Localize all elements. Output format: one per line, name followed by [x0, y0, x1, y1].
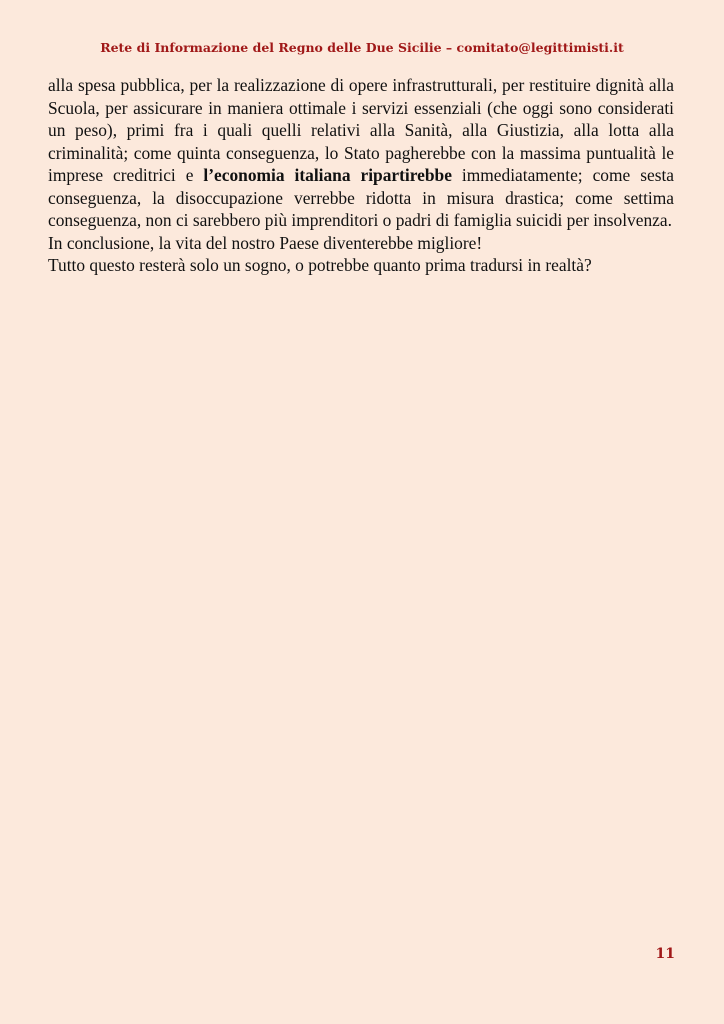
paragraph-3: Tutto questo resterà solo un sogno, o potrebbe quanto prima tradursi in realtà? [48, 255, 592, 275]
paragraph-1-bold-phrase: l’economia italiana ripartirebbe [203, 165, 452, 185]
page-number: 11 [655, 946, 675, 962]
page-header: Rete di Informazione del Regno delle Due Sicilie – comitato@legittimisti.it [100, 40, 624, 55]
paragraph-1-text-b: immediatamente; come sesta conseguenza, la disoccupazione verrebbe ridotta in misura drastica; come settima conseguenza, non ci sarebbero più imprenditori o padri di famiglia suicidi per insolvenza. [48, 165, 675, 230]
paragraph-2: In conclusione, la vita del nostro Paese diventerebbe migliore! [48, 232, 483, 253]
paragraph-1 [48, 74, 674, 232]
body-text [48, 74, 674, 277]
paragraph-1-text-a: alla spesa pubblica, per la realizzazione di opere infrastrutturali, per restituire dignità alla Scuola, per assicurare in maniera ottimale i servizi essenziali (che oggi sono considerati un peso), primi fra i quali quelli relativi alla Sanità, alla Giustizia, alla lotta alla criminalità; come quinta conseguenza, lo Stato pagherebbe con la massima puntualità le imprese creditrici e [48, 75, 674, 185]
